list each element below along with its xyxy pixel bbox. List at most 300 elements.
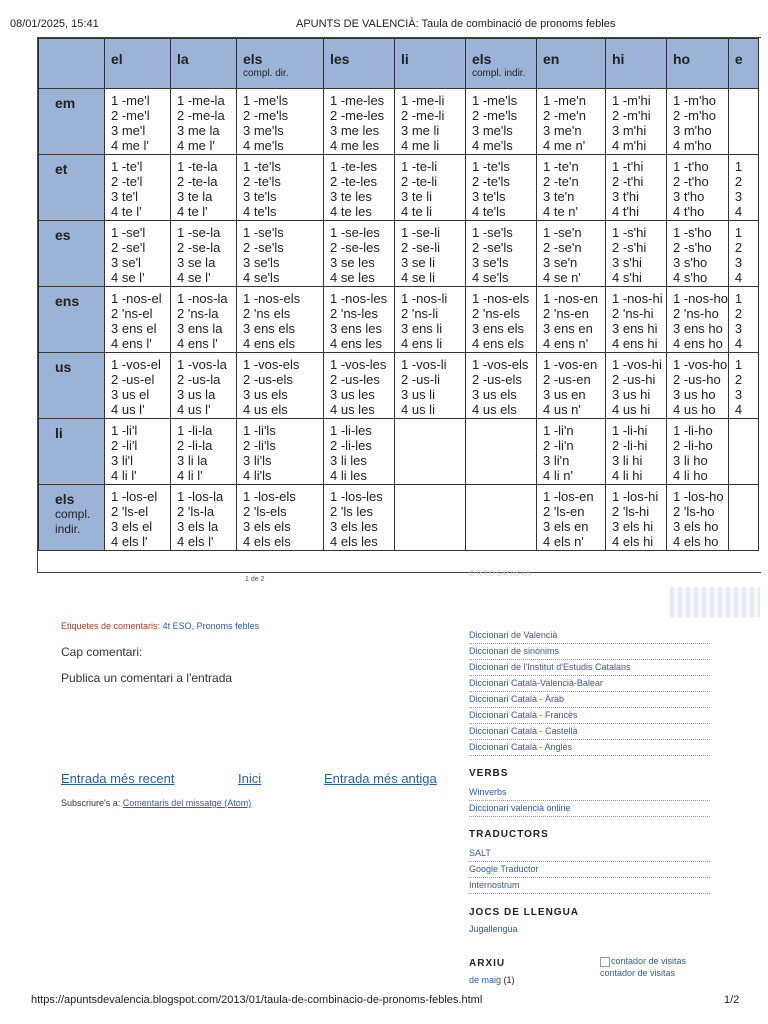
table-row — [39, 485, 759, 551]
cell-line: 4 m'hi — [612, 138, 647, 153]
cell-line: 1 -vos-la — [177, 357, 227, 372]
cell-line: 4 — [734, 270, 743, 285]
table-cell — [105, 287, 171, 353]
row-header-label: els — [55, 491, 75, 507]
cell-line: 4 m'ho — [673, 138, 712, 153]
sidebar-link-catala-angles[interactable]: Diccionari Català - Anglès — [469, 740, 710, 756]
cell-line: 2 -m'ho — [673, 108, 716, 123]
visit-counter-image[interactable] — [600, 955, 686, 967]
cell-line: 2 -li'n — [543, 438, 574, 453]
home-link[interactable]: Inici — [238, 771, 262, 786]
cell-line: 1 -te-la — [177, 159, 218, 174]
column-header-label: e — [734, 51, 743, 67]
cell-line: 3 els hi — [612, 519, 654, 534]
cell-line: 1 -los-el — [111, 489, 158, 504]
cell-line: 3 us les — [330, 387, 375, 402]
sidebar-heading-archive: ARXIU — [469, 958, 506, 969]
table-cell — [667, 155, 729, 221]
cell-line: 4 se l' — [111, 270, 145, 285]
table-cell — [606, 485, 667, 551]
cell-line: 3 me'ls — [472, 123, 513, 138]
cell-line: 1 -vos-hi — [612, 357, 662, 372]
label-link-4t-eso[interactable]: 4t ESO — [162, 621, 192, 631]
cell-line: 1 -vos-les — [330, 357, 387, 372]
cell-line: 1 -li-ho — [673, 423, 713, 438]
cell-line: 1 -te-li — [401, 159, 438, 174]
cell-line: 4 me'ls — [472, 138, 513, 153]
sidebar-link-catala-arab[interactable]: Diccionari Català - Àrab — [469, 692, 710, 708]
label-link-pronoms-febles[interactable]: Pronoms febles — [196, 621, 260, 631]
cell-line: 4 li hi — [612, 468, 643, 483]
table-cell — [237, 353, 324, 419]
cell-line: 1 -se'n — [543, 225, 582, 240]
cell-line: 2 -li'l — [111, 438, 138, 453]
cell-line: 1 -los-la — [177, 489, 224, 504]
cell-line: 1 -te'ls — [243, 159, 281, 174]
column-header-5 — [466, 39, 537, 89]
cell-line: 4 els hi — [612, 534, 654, 549]
table-cell — [395, 89, 466, 155]
cell-line: 4 se'ls — [243, 270, 280, 285]
table-row — [39, 89, 759, 155]
cell-line: 3 — [734, 189, 743, 204]
table-cell — [667, 89, 729, 155]
cell-line: 4 me l' — [111, 138, 149, 153]
cell-line: 2 'ns-hi — [612, 306, 654, 321]
print-header — [0, 0, 768, 36]
older-post-link[interactable]: Entrada més antiga — [324, 771, 437, 786]
cell-line: 1 -me'n — [543, 93, 586, 108]
cell-line: 3 te les — [330, 189, 372, 204]
cell-line: 1 -me'l — [111, 93, 150, 108]
cell-line: 4 s'hi — [612, 270, 642, 285]
subscribe-atom-link[interactable]: Comentaris del missatge (Atom) — [122, 798, 252, 808]
column-header-3 — [324, 39, 395, 89]
table-cell — [466, 287, 537, 353]
table-cell — [237, 419, 324, 485]
archive-month-link[interactable]: de maig — [469, 975, 502, 985]
cell-line: 2 'ns-la — [177, 306, 219, 321]
sidebar-link-sinonims[interactable]: Diccionari de sinònims — [469, 644, 710, 660]
cell-line: 1 -nos-la — [177, 291, 228, 306]
column-header-4 — [395, 39, 466, 89]
cell-line: 3 els els — [243, 519, 291, 534]
table-cell — [395, 485, 466, 551]
cell-line: 2 -us-la — [177, 372, 221, 387]
column-header-label: els — [243, 51, 263, 67]
cell-line: 2 'ns-el — [111, 306, 153, 321]
column-header-sublabel: compl. dir. — [243, 68, 289, 79]
table-row — [39, 221, 759, 287]
cell-line: 4 me'ls — [243, 138, 284, 153]
cell-line: 3 us ho — [673, 387, 716, 402]
cell-line: 1 -vos-els — [472, 357, 529, 372]
table-cell — [537, 485, 606, 551]
print-page-count: 1/2 — [724, 994, 740, 1006]
column-header-label: el — [111, 51, 123, 67]
cell-line: 1 -te'l — [111, 159, 143, 174]
cell-line: 1 -me-les — [330, 93, 385, 108]
table-cell — [537, 155, 606, 221]
cell-line: 4 t'hi — [612, 204, 640, 219]
sidebar-thumbnail-image[interactable] — [670, 587, 760, 617]
sidebar-link-catala-frances[interactable]: Diccionari Català - Francès — [469, 708, 710, 724]
cell-line: 3 — [734, 387, 743, 402]
newer-post-link[interactable]: Entrada més recent — [61, 771, 175, 786]
publish-comment-link[interactable]: Publica un comentari a l'entrada — [61, 671, 233, 685]
table-cell — [728, 419, 758, 485]
cell-line: 2 -us-els — [472, 372, 522, 387]
cell-line: 2 'ns-li — [401, 306, 439, 321]
cell-line: 2 'ls-els — [243, 504, 287, 519]
table-cell — [667, 221, 729, 287]
cell-line: 2 -li-les — [330, 438, 372, 453]
cell-line: 3 us el — [111, 387, 150, 402]
cell-line: 2 -te-les — [330, 174, 377, 189]
table-header-row — [39, 39, 759, 89]
cell-line: 3 li hi — [612, 453, 643, 468]
table-cell — [105, 353, 171, 419]
cell-line: 4 ens els — [472, 336, 525, 351]
sidebar-link-salt[interactable]: SALT — [469, 846, 710, 862]
cell-line: 2 -te'l — [111, 174, 143, 189]
cell-line: 1 -nos-els — [243, 291, 301, 306]
table-cell — [171, 221, 237, 287]
table-cell — [466, 221, 537, 287]
table-cell — [171, 485, 237, 551]
cell-line: 3 se'l — [111, 255, 141, 270]
cell-line: 2 'ls-hi — [612, 504, 650, 519]
cell-line: 1 — [734, 159, 743, 174]
cell-line: 1 -m'ho — [673, 93, 716, 108]
cell-line: 4 li les — [330, 468, 367, 483]
cell-line: 4 me n' — [543, 138, 586, 153]
table-cell — [105, 155, 171, 221]
cell-line: 4 te li — [401, 204, 433, 219]
table-cell — [324, 485, 395, 551]
table-cell — [237, 155, 324, 221]
sidebar-link-winverbs[interactable]: Winverbs — [469, 785, 710, 801]
cell-line: 1 -li-la — [177, 423, 213, 438]
cell-line: 2 -se'ls — [243, 240, 284, 255]
table-cell — [237, 287, 324, 353]
sidebar-link-google-traductor[interactable]: Google Traductor — [469, 862, 710, 878]
cell-line: 4 ens l' — [111, 336, 152, 351]
cell-line: 4 us hi — [612, 402, 651, 417]
table-cell — [606, 287, 667, 353]
row-header-label: em — [55, 95, 76, 111]
cell-line: 3 t'hi — [612, 189, 640, 204]
cell-line: 1 -nos-li — [401, 291, 448, 306]
cell-line: 3 se la — [177, 255, 216, 270]
table-cell — [105, 221, 171, 287]
cell-line: 1 -se'l — [111, 225, 146, 240]
column-header-2 — [237, 39, 324, 89]
sidebar-verbs — [469, 768, 710, 817]
cell-line: 3 se les — [330, 255, 375, 270]
cell-line: 1 -li'l — [111, 423, 138, 438]
cell-line: 1 -vos-els — [243, 357, 300, 372]
table-cell — [667, 287, 729, 353]
cell-line: 3 ens ho — [673, 321, 723, 336]
cell-line: 1 -se-li — [401, 225, 441, 240]
sidebar-link-internostrum[interactable]: Internostrum — [469, 878, 710, 894]
cell-line: 3 — [734, 321, 743, 336]
cell-line: 4 els l' — [111, 534, 148, 549]
cell-line: 4 els els — [243, 534, 291, 549]
cell-line: 3 s'hi — [612, 255, 642, 270]
row-header-label: ens — [55, 293, 80, 309]
sidebar-ghost-heading: ORTOGRAFIA — [469, 569, 532, 578]
cell-line: 2 -s'ho — [673, 240, 712, 255]
cell-line: 3 ens hi — [612, 321, 658, 336]
sidebar-translators — [469, 829, 710, 894]
cell-line: 3 te'n — [543, 189, 575, 204]
table-cell — [537, 287, 606, 353]
column-header-7 — [606, 39, 667, 89]
cell-line: 1 -vos-ho — [673, 357, 728, 372]
table-cell — [537, 221, 606, 287]
cell-line: 1 -los-ho — [673, 489, 724, 504]
cell-line: 4 — [734, 204, 743, 219]
cell-line: 4 te n' — [543, 204, 579, 219]
cell-line: 3 li'n — [543, 453, 570, 468]
sidebar-link-iec[interactable]: Diccionari de l'Institut d'Estudis Catalans — [469, 660, 710, 676]
cell-line: 1 -se-les — [330, 225, 380, 240]
cell-line: 1 -m'hi — [612, 93, 651, 108]
cell-line: 1 -me'ls — [243, 93, 289, 108]
cell-line: 3 els el — [111, 519, 153, 534]
cell-line: 4 ens hi — [612, 336, 658, 351]
cell-line: 4 els les — [330, 534, 378, 549]
table-cell — [324, 287, 395, 353]
table-cell — [237, 89, 324, 155]
cell-line: 1 -li-les — [330, 423, 372, 438]
cell-line: 1 -s'ho — [673, 225, 712, 240]
cell-line: 4 li'ls — [243, 468, 272, 483]
cell-line: 4 ens les — [330, 336, 383, 351]
print-datetime: 08/01/2025, 15:41 — [10, 18, 99, 30]
column-header-label: li — [401, 51, 409, 67]
table-cell — [237, 221, 324, 287]
cell-line: 3 ens les — [330, 321, 383, 336]
sidebar-heading-games: JOCS DE LLENGUA — [469, 907, 580, 918]
cell-line: 4 us li — [401, 402, 435, 417]
cell-line: 3 me'ls — [243, 123, 284, 138]
cell-line: 2 -se-la — [177, 240, 221, 255]
cell-line: 1 -nos-hi — [612, 291, 663, 306]
cell-line: 3 se'ls — [243, 255, 280, 270]
visit-counter-link[interactable]: contador de visitas — [600, 968, 676, 978]
table-cell — [667, 419, 729, 485]
table-cell — [606, 353, 667, 419]
cell-line: 2 -t'ho — [673, 174, 709, 189]
cell-line: 3 te'ls — [243, 189, 277, 204]
cell-line: 1 -me'ls — [472, 93, 518, 108]
table-cell — [324, 155, 395, 221]
cell-line: 3 te'l — [111, 189, 139, 204]
cell-line: 2 -s'hi — [612, 240, 647, 255]
table-corner-cell — [39, 39, 105, 89]
pronoun-combination-table — [37, 37, 761, 573]
cell-line: 1 -nos-el — [111, 291, 162, 306]
cell-line: 4 se les — [330, 270, 375, 285]
cell-line: 2 'ls-el — [111, 504, 149, 519]
cell-line: 4 te l' — [177, 204, 208, 219]
table-cell — [728, 155, 758, 221]
cell-line: 4 us els — [472, 402, 517, 417]
cell-line: 4 te'ls — [472, 204, 506, 219]
cell-line: 2 -te-la — [177, 174, 218, 189]
cell-line: 1 -nos-en — [543, 291, 598, 306]
table-cell — [466, 155, 537, 221]
cell-line: 1 -los-en — [543, 489, 594, 504]
table-cell — [728, 353, 758, 419]
cell-line: 3 s'ho — [673, 255, 708, 270]
row-header-label: li — [55, 425, 63, 441]
table-cell — [171, 89, 237, 155]
cell-line: 2 -us-en — [543, 372, 591, 387]
cell-line: 1 -vos-el — [111, 357, 161, 372]
sidebar-link-jugallengua[interactable]: Jugallengua — [469, 924, 518, 934]
cell-line: 2 -te'n — [543, 174, 579, 189]
table-cell — [466, 485, 537, 551]
cell-line: 4 li ho — [673, 468, 708, 483]
cell-line: 4 me li — [401, 138, 440, 153]
table-cell — [667, 485, 729, 551]
cell-line: 2 -se-les — [330, 240, 380, 255]
cell-line: 4 se n' — [543, 270, 581, 285]
cell-line: 2 — [734, 240, 743, 255]
post-footer-area — [48, 618, 453, 758]
row-header — [39, 353, 105, 419]
row-header-label: et — [55, 161, 68, 177]
sidebar-archive — [469, 958, 589, 985]
cell-line: 4 us les — [330, 402, 375, 417]
cell-line: 2 'ls-la — [177, 504, 215, 519]
cell-line: 2 -li-la — [177, 438, 213, 453]
table-cell — [667, 353, 729, 419]
cell-line: 1 -vos-en — [543, 357, 598, 372]
cell-line: 3 us la — [177, 387, 216, 402]
cell-line: 2 -te'ls — [243, 174, 281, 189]
cell-line: 4 t'ho — [673, 204, 705, 219]
cell-line: 2 — [734, 174, 743, 189]
sidebar-link-diccionari-valencia[interactable]: Diccionari de Valencià — [469, 628, 710, 644]
cell-line: 3 se li — [401, 255, 435, 270]
table-cell — [324, 89, 395, 155]
table-cell — [324, 419, 395, 485]
column-header-label: la — [177, 51, 189, 67]
table-cell — [466, 353, 537, 419]
table-row — [39, 287, 759, 353]
cell-line: 3 m'hi — [612, 123, 647, 138]
table-row — [39, 419, 759, 485]
cell-line: 4 — [734, 336, 743, 351]
cell-line: 1 -se'ls — [472, 225, 513, 240]
cell-line: 2 'ns-ho — [673, 306, 719, 321]
table-cell — [324, 221, 395, 287]
cell-line: 3 us li — [401, 387, 435, 402]
cell-line: 3 us hi — [612, 387, 651, 402]
table-cell — [395, 155, 466, 221]
cell-line: 1 -nos-ho — [673, 291, 728, 306]
cell-line: 4 ens n' — [543, 336, 589, 351]
cell-line: 1 -te'n — [543, 159, 579, 174]
row-header-label: es — [55, 227, 71, 243]
row-header — [39, 287, 105, 353]
cell-line: 2 -us-el — [111, 372, 155, 387]
cell-line: 1 -li'ls — [243, 423, 276, 438]
sidebar-link-diccionari-online[interactable]: Diccionari valencià online — [469, 801, 710, 817]
cell-line: 4 se li — [401, 270, 435, 285]
subscribe-prefix: Subscriure's a: — [61, 798, 121, 808]
table-cell — [171, 353, 237, 419]
label-separator: , — [191, 621, 195, 631]
column-header-0 — [105, 39, 171, 89]
cell-line: 2 -me-li — [401, 108, 445, 123]
print-page-title: APUNTS DE VALENCIÀ: Taula de combinació de pronoms febles — [296, 18, 616, 30]
cell-line: 1 -nos-les — [330, 291, 388, 306]
table-cell — [606, 419, 667, 485]
row-header-label: us — [55, 359, 72, 375]
cell-line: 4 li n' — [543, 468, 573, 483]
cell-line: 1 -los-els — [243, 489, 296, 504]
sidebar-heading-translators: TRADUCTORS — [469, 829, 549, 840]
cell-line: 3 els en — [543, 519, 589, 534]
cell-line: 3 te li — [401, 189, 433, 204]
cell-line: 2 'ls-ho — [673, 504, 715, 519]
column-header-9 — [728, 39, 758, 89]
archive-entry — [469, 975, 589, 985]
column-header-label: les — [330, 51, 350, 67]
row-header — [39, 221, 105, 287]
table-row — [39, 155, 759, 221]
cell-line: 2 -me-la — [177, 108, 225, 123]
sidebar-link-catala-castella[interactable]: Diccionari Català - Castellà — [469, 724, 710, 740]
cell-line: 4 els ho — [673, 534, 719, 549]
cell-line: 4 se'ls — [472, 270, 509, 285]
cell-line: 2 -se'n — [543, 240, 582, 255]
cell-line: 4 us els — [243, 402, 288, 417]
cell-line: 3 li ho — [673, 453, 708, 468]
pdf-page-number: 1 de 2 — [245, 576, 265, 583]
cell-line: 2 -us-ho — [673, 372, 721, 387]
cell-line: 2 'ls les — [330, 504, 373, 519]
cell-line: 1 — [734, 291, 743, 306]
cell-line: 2 -se'l — [111, 240, 146, 255]
row-header-sublabel: compl. indir. — [55, 507, 91, 536]
cell-line: 2 -li-ho — [673, 438, 713, 453]
cell-line: 4 te l' — [111, 204, 142, 219]
row-header — [39, 485, 105, 551]
cell-line: 3 me la — [177, 123, 220, 138]
cell-line: 1 -me-li — [401, 93, 445, 108]
visit-counter[interactable] — [600, 955, 686, 979]
cell-line: 3 li la — [177, 453, 208, 468]
table-cell — [728, 89, 758, 155]
cell-line: 4 ens ho — [673, 336, 723, 351]
cell-line: 2 -us-les — [330, 372, 380, 387]
pronoun-table — [38, 38, 759, 551]
column-header-label: hi — [612, 51, 625, 67]
cell-line: 3 t'ho — [673, 189, 705, 204]
cell-line: 1 -t'hi — [612, 159, 644, 174]
table-cell — [606, 155, 667, 221]
sidebar-link-dcvb[interactable]: Diccionari Català-Valencià-Balear — [469, 676, 710, 692]
cell-line: 4 — [734, 402, 743, 417]
cell-line: 4 te les — [330, 204, 372, 219]
